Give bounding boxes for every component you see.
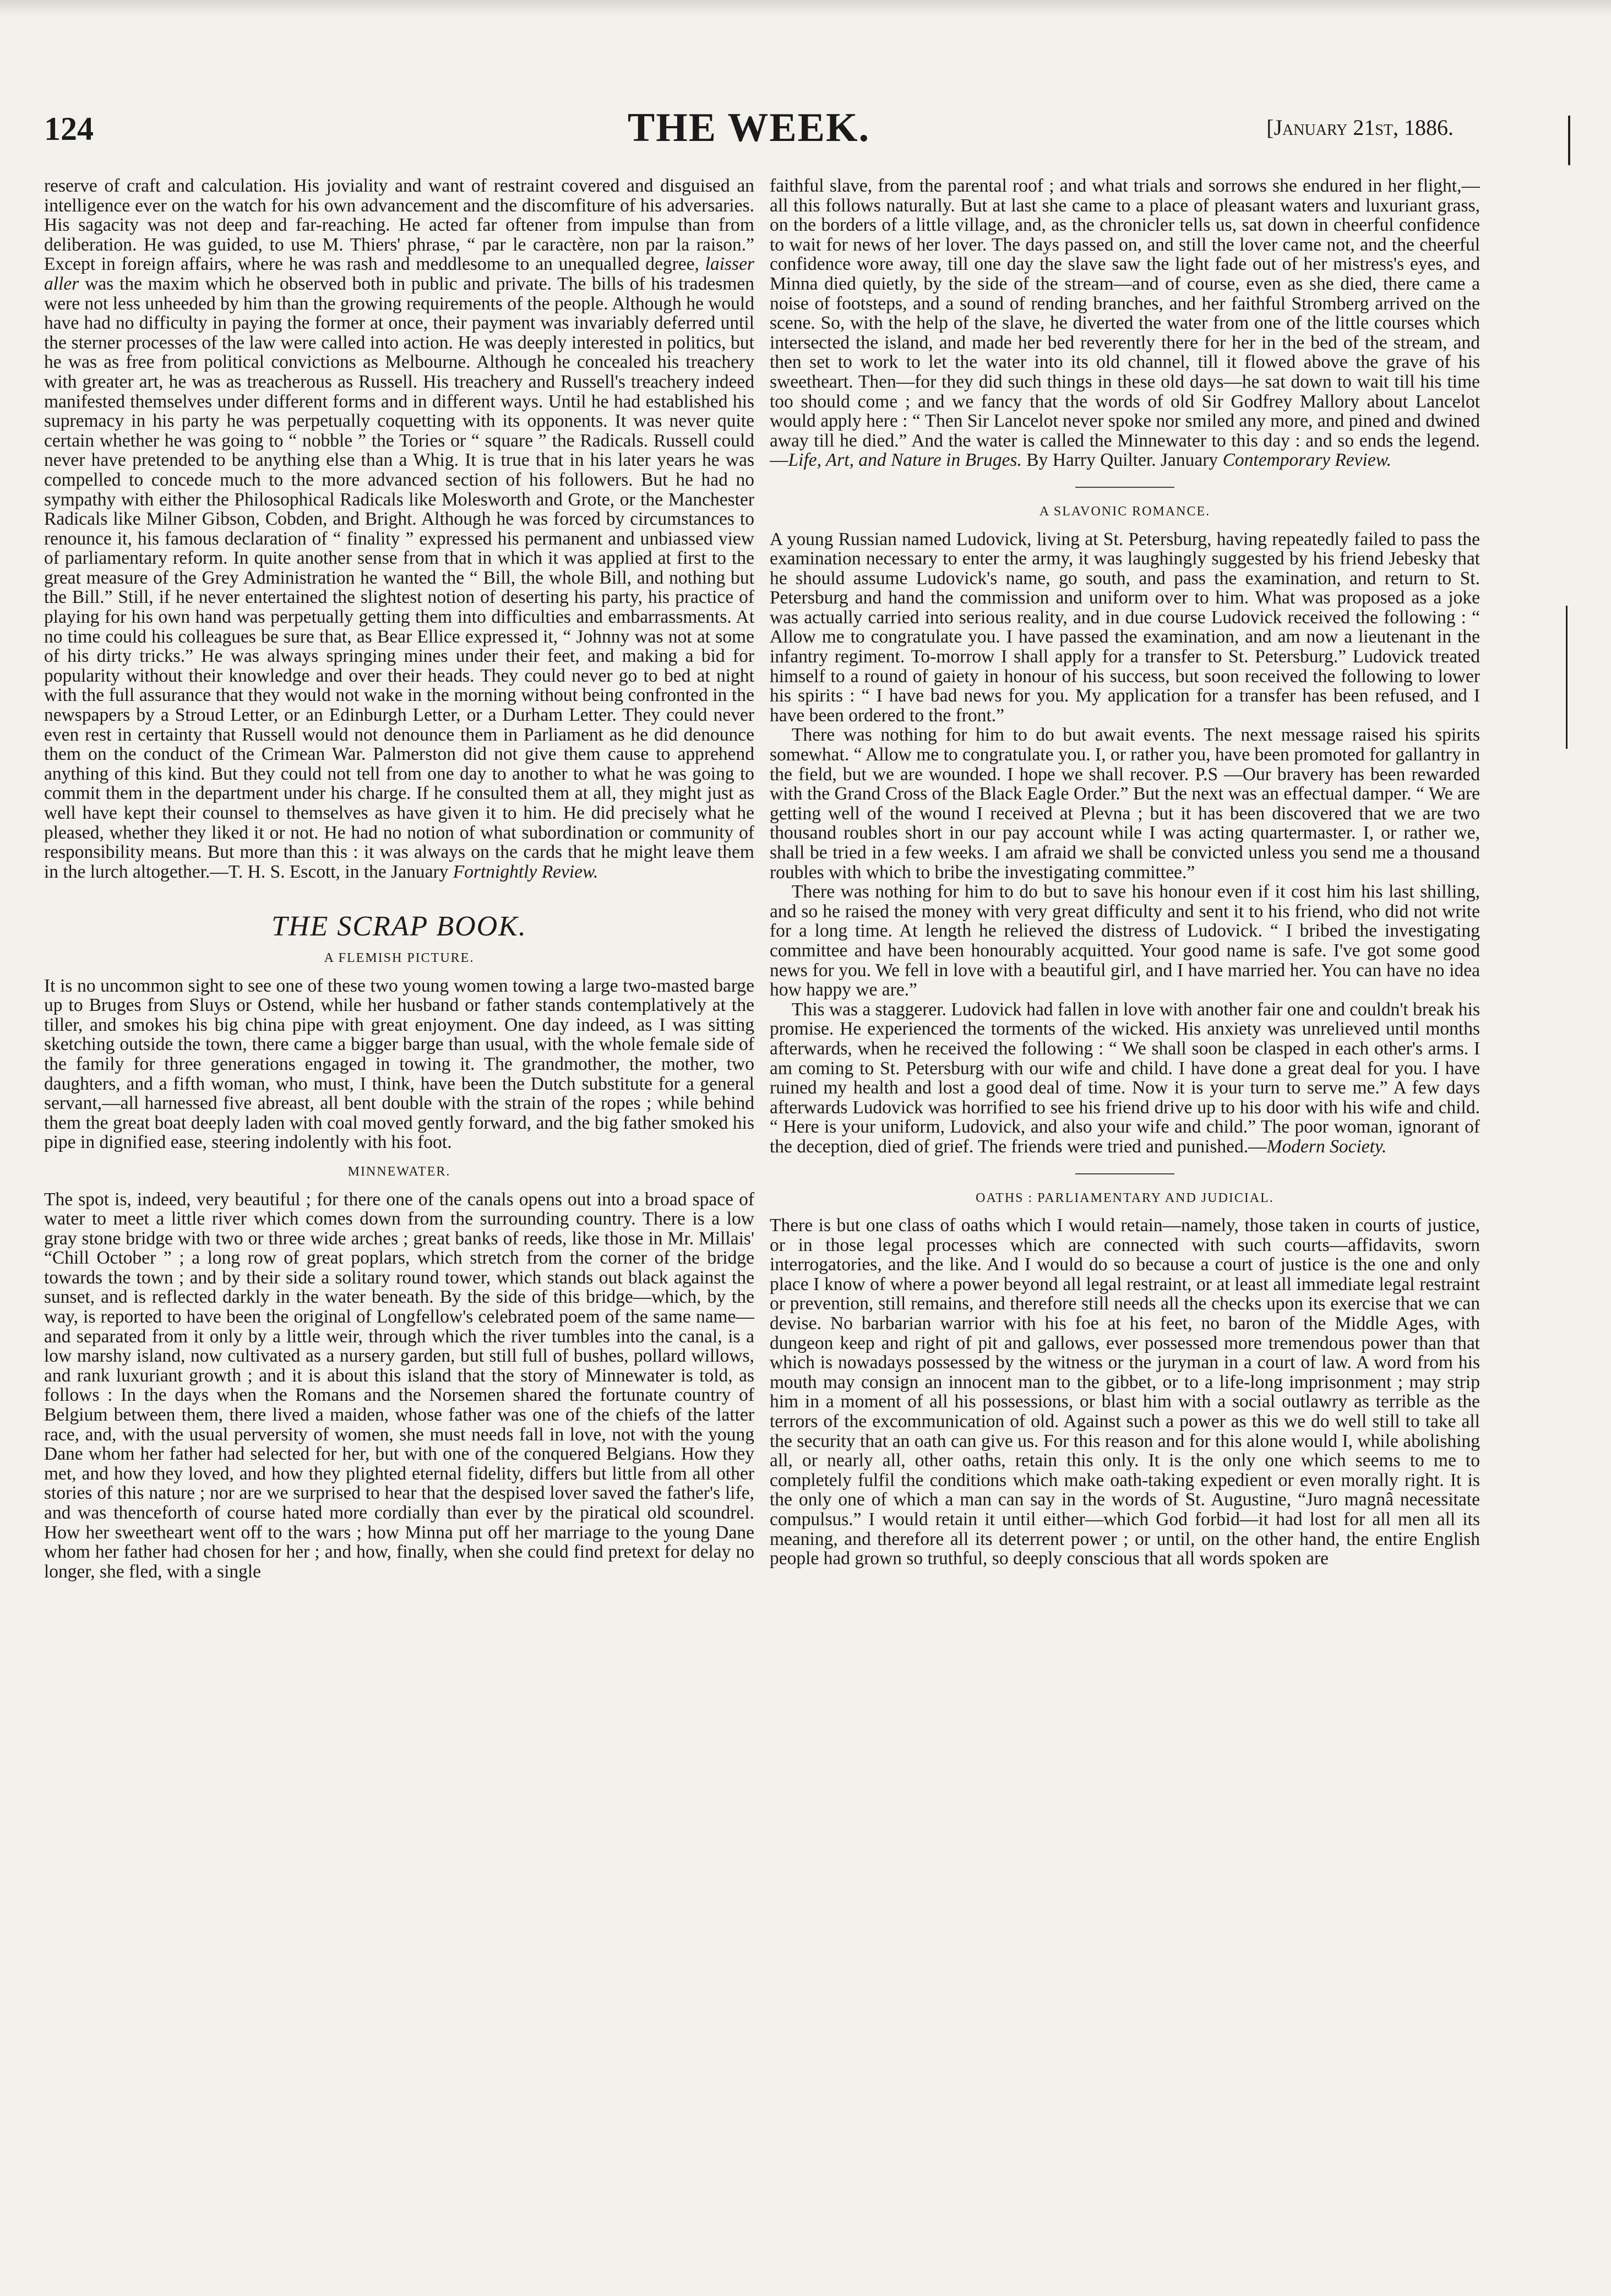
slavonic-romance-paragraph: This was a staggerer. Ludovick had fallen in love with another fair one and couldn't break his promise. He experienced the torments of the wicked. His anxiety was unrelieved until months afterwards, when he received the following : “ We shall soon be clasped in each other's arms. I am coming to St. Petersburg with our wife and child. I have done a great deal for you. I have ruined my health and lost a good deal of time. Now it is your turn to serve me.” A few days afterwards Ludovick was horrified to see his friend drive up to his door with his wife and child. “ Here is your uniform, Ludovick, and also your wife and child.” The poor woman, ignorant of the deception, died of grief. The friends were tried and punished.—Modern Society. — [770, 999, 1480, 1157]
section-divider — [1075, 487, 1174, 488]
scrap-book-heading: THE SCRAP BOOK. — [271, 911, 527, 943]
left-column — [44, 176, 754, 2268]
masthead-title: THE WEEK. — [627, 105, 870, 150]
slavonic-romance-paragraph: There was nothing for him to do but to save his honour even if it cost him his last shilling, and so he raised the money with very great difficulty and sent it to his friend, who did not write for a long time. At length he relieved the distress of Ludovick. “ I bribed the investigating committee and have been honourably acquitted. Your good name is safe. I've got some good news for you. We fell in love with a beautiful girl, and I have married her. You can have no idea how happy we are.” — [770, 882, 1480, 1000]
right-column — [770, 176, 1480, 2268]
minnewater-continued-text: faithful slave, from the parental roof ; and what trials and sorrows she endured in her flight,—all this follows naturally. But at last she came to a place of pleasant waters and luxuriant grass, on the borders of a little village, and, as the chronicler tells us, sat down in cheerful confidence to wait for news of her lover. The days passed on, and still the lover came not, and the cheerful confidence wore away, till one day the slave saw the light fade out of her mistress's eyes, and Minna died quietly, by the side of the stream—and of course, even as she died, there came a noise of footsteps, and a sound of rending branches, and her faithful Stromberg arrived on the scene. So, with the help of the slave, he diverted the water from one of the little courses which intersected the island, and made her bed reverently there for her in the bed of the stream, and then set to work to let the water into its old channel, till it flowed above the grave of his sweetheart. Then—for they did such things in these old days—he sat down to wait till his time too should come ; and we fancy that the words of old Sir Godfrey Mallory about Lancelot would apply here : “ Then Sir Lancelot never spoke nor smiled any more, and pined and dwined away till he died.” And the water is called the Minnewater to this day : and so ends the legend.—Life, Art, and Nature in Bruges. By Harry Quilter. January Contemporary Review. — [770, 176, 1480, 471]
slavonic-romance-paragraph: There was nothing for him to do but await events. The next message raised his spirits somewhat. “ Allow me to congratulate you. I, or rather you, have been promoted for gallantry in the field, but we are wounded. I hope we shall recover. P.S —Our bravery has been rewarded with the Grand Cross of the Black Eagle Order.” But the next was an effectual damper. “ We are getting well of the wound I received at Plevna ; but it has been discovered that we are two thousand roubles short in our pay account while I was acting quartermaster. I, or rather we, shall be tried in a few weeks. I am afraid we shall be convicted unless you send me a thousand roubles with which to bribe the investigating committee.” — [770, 725, 1480, 883]
slavonic-romance-paragraph: A young Russian named Ludovick, living at St. Petersburg, having repeatedly failed to pass the examination necessary to enter the army, it was laughingly suggested by his friend Jebesky that he should assume Ludovick's name, go south, and pass the examination, and return to St. Petersburg and hand the commission and uniform over to him. What was proposed as a joke was actually carried into serious reality, and in due course Ludovick received the following : “ Allow me to congratulate you. I have passed the examination, and am now a lieutenant in the infantry regiment. To-morrow I shall apply for a transfer to St. Petersburg.” Ludovick treated himself to a round of gaiety in honour of his success, but soon received the following to lower his spirits : “ I have bad news for you. My application for a transfer has been refused, and I have been ordered to the front.” — [770, 529, 1480, 726]
issue-date: [January 21st, 1886. — [1266, 115, 1454, 140]
minnewater-heading: MINNEWATER. — [347, 1164, 451, 1179]
escott-article-text: reserve of craft and calculation. His joviality and want of restraint covered and disguised an intelligence ever on the watch for his own advancement and the discomfiture of his adversaries. His sagacity was not deep and far-reaching. He acted far oftener from impulse than from deliberation. He was guided, to use M. Thiers' phrase, “ par le caractère, non par la raison.” Except in foreign affairs, where he was rash and meddlesome to an unequalled degree, laisser aller was the maxim which he observed both in public and private. The bills of his tradesmen were not less unheeded by him than the growing requirements of the people. Although he would have had no difficulty in paying the former at once, their payment was invariably deferred until the sterner processes of the law were called into action. He was deeply interested in politics, but he was as free from political convictions as Melbourne. Although he concealed his treachery with greater art, he was as treacherous as Russell. His treachery and Russell's treachery indeed manifested themselves under different forms and in different ways. Until he had established his supremacy in his party he was perpetually coquetting with its opponents. It was never quite certain whether he was going to “ nobble ” the Tories or “ square ” the Radicals. Russell could never have pretended to be anything else than a Whig. It is true that in his later years he was compelled to concede much to the more advanced section of his followers. But he had no sympathy with either the Philosophical Radicals like Molesworth and Grote, or the Manchester Radicals like Milner Gibson, Cobden, and Bright. Although he was forced by circumstances to renounce it, his famous declaration of “ finality ” expressed his permanent and unbiassed view of parliamentary reform. In quite another sense from that in which it was applied at first to the great measure of the Grey Administration he wanted the “ Bill, the whole Bill, and nothing but the Bill.” Still, if he never entertained the slightest notion of deserting his party, his practice of playing for his own hand was perpetually getting them into difficulties and embarrassments. At no time could his colleagues be sure that, as Bear Ellice expressed it, “ Johnny was not at some of his dirty tricks.” He was always springing mines under their feet, and making a bid for popularity without their knowledge and over their heads. They could never go to bed at night with the full assurance that they would not wake in the morning without being confronted in the newspapers by a Stroud Letter, or an Edinburgh Letter, or a Durham Letter. They could never even rest in certainty that Russell would not denounce them in Parliament as he did denounce them on the conduct of the Crimean War. Palmerston did not give them cause to apprehend anything of this kind. But they could not tell from one day to another to what he was going to commit them in the department under his charge. If he consulted them at all, they might just as well have kept their counsel to themselves as have given it to him. He did precisely what he pleased, whether they liked it or not. He had no notion of what subordination or community of responsibility means. But more than this : it was always on the cards that he might leave them in the lurch altogether.—T. H. S. Escott, in the January Fortnightly Review. — [44, 176, 754, 882]
flemish-picture-text: It is no uncommon sight to see one of these two young women towing a large two-masted barge up to Bruges from Sluys or Ostend, while her husband or father stands contemplatively at the tiller, and smokes his big china pipe with great enjoyment. One day indeed, as I was sitting sketching outside the town, there came a bigger barge than usual, with the whole female side of the family for three generations engaged in towing it. The grandmother, the mother, two daughters, and a fifth woman, who must, I think, have been the Dutch substitute for a general servant,—all harnessed five abreast, all bent double with the strain of the ropes ; while behind them the great boat deeply laden with coal moved gently forward, and the big father smoked his pipe in dignified ease, steering indolently with his foot. — [44, 975, 754, 1153]
page-number: 124 — [44, 111, 94, 147]
page-top-edge — [0, 0, 1611, 15]
page-header — [44, 105, 1454, 154]
minnewater-text: The spot is, indeed, very beautiful ; for there one of the canals opens out into a broad space of water to meet a little river which comes down from the surrounding country. There is a low gray stone bridge with two or three wide arches ; great banks of reeds, like those in Mr. Millais' “Chill October ” ; a long row of great poplars, which stretch from the corner of the bridge towards the town ; and by their side a solitary round tower, which stands out black against the sunset, and is reflected darkly in the water beneath. By the side of this bridge—which, by the way, is reported to have been the original of Longfellow's celebrated poem of the same name—and separated from it only by a little weir, through which the river tumbles into the canal, is a low marshy island, now cultivated as a nursery garden, but still full of bushes, pollard willows, and rank luxuriant growth ; and it is about this island that the story of Minnewater is told, as follows : In the days when the Romans and the Norsemen shared the fortunate country of Belgium between them, there lived a maiden, whose father was one of the chiefs of the latter race, and, with the usual perversity of women, she must needs fall in love, not with the young Dane whom her father had selected for her, but with one of the conquered Belgians. How they met, and how they loved, and how they plighted eternal fidelity, differs but little from all other stories of this nature ; nor are we surprised to hear that the despised lover saved the father's life, and was thenceforth of course hated more cordially than ever by the piratical old scoundrel. How her sweetheart went off to the wars ; how Minna put off her marriage to the young Dane whom her father had chosen for her ; and how, finally, when she could find pretext for delay no longer, she fled, with a single — [44, 1189, 754, 1582]
slavonic-romance-heading: A SLAVONIC ROMANCE. — [1039, 504, 1211, 519]
margin-marking — [1556, 110, 1589, 771]
section-divider — [1075, 1173, 1174, 1174]
oaths-text: There is but one class of oaths which I would retain—namely, those taken in courts of justice, or in those legal processes which are connected with such courts—affidavits, sworn interrogatories, and the like. And I would do so because a court of justice is the one and only place I know of where a power beyond all legal restraint, or at least all immediate legal restraint or prevention, still remains, and therefore still needs all the checks upon its exercise that we can devise. No barbarian warrior with his foe at his feet, no baron of the Middle Ages, with dungeon keep and right of pit and gallows, ever possessed more tremendous power than that which is nowadays possessed by the witness or the juryman in a court of law. A word from his mouth may consign an innocent man to the gibbet, or to a life-long imprisonment ; may strip him in a moment of all his possessions, or blast him with a social outlawry as terrible as the terrors of the excommunication of old. Against such a power as this we do well still to take all the security that an oath can give us. For this reason and for this alone would I, while abolishing all, or nearly all, other oaths, retain this only. It is the only one which seems to me to completely fulfil the conditions which make oath-taking expedient or even morally right. It is the only one of which a man can say in the words of St. Augustine, “Juro magnâ necessitate compulsus.” I would retain it until either—which God forbid—it had lost for all men all its meaning, and therefore all its deterrent power ; or until, on the other hand, the entire English people had grown so truthful, so deeply conscious that all words spoken are — [770, 1215, 1480, 1569]
oaths-heading: OATHS : PARLIAMENTARY AND JUDICIAL. — [976, 1190, 1274, 1205]
flemish-picture-heading: A FLEMISH PICTURE. — [324, 950, 475, 965]
